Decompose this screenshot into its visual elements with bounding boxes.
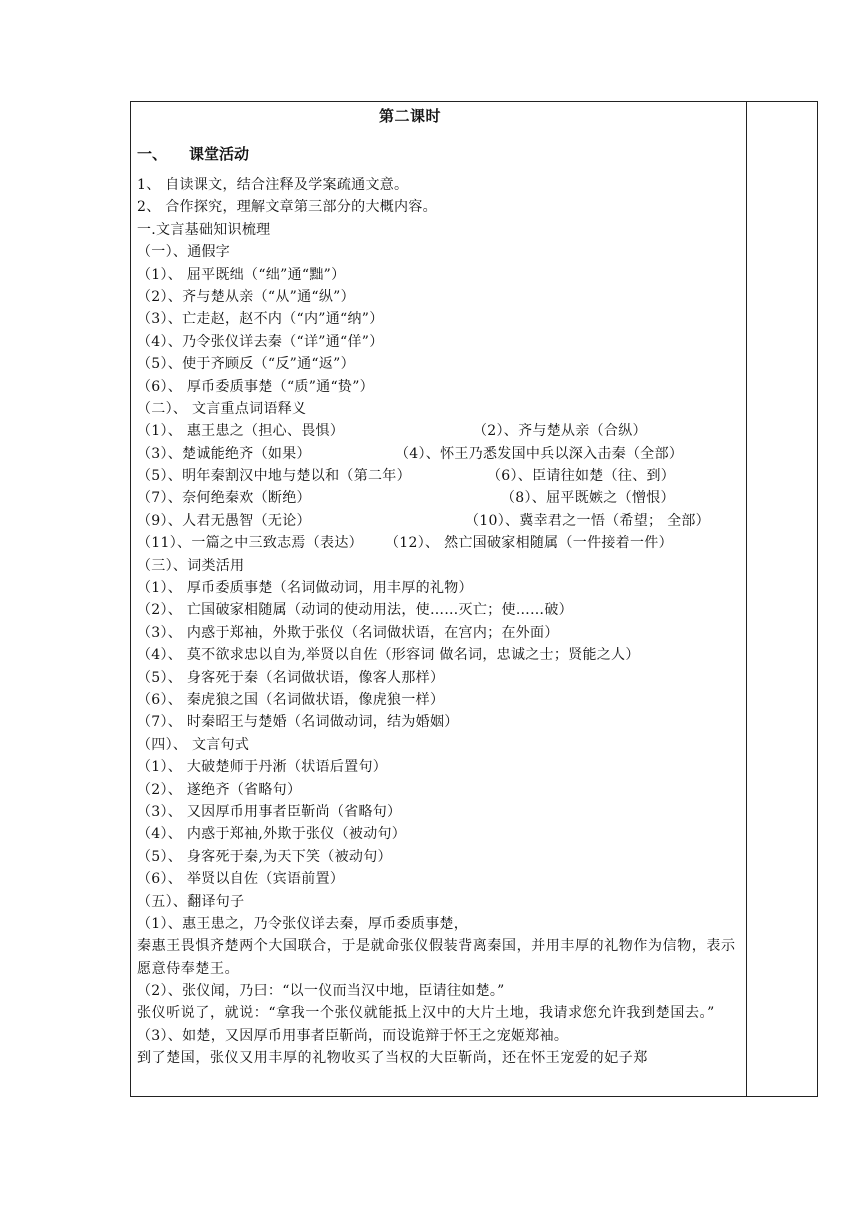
jushi-item: （4）、 内惑于郑袖,外欺于张仪（被动句） bbox=[137, 826, 407, 843]
fanyi-heading: （五）、翻译句子 bbox=[137, 893, 245, 910]
tongjiazi-item: （6）、 厚币委质事楚（“质”通“贽”） bbox=[137, 378, 374, 395]
intro-line: 一.文言基础知识梳理 bbox=[137, 221, 271, 238]
jushi-heading: （四）、 文言句式 bbox=[137, 736, 250, 753]
tongjiazi-item: （3）、亡走赵，赵不内（“内”通“纳”） bbox=[137, 311, 384, 328]
fanyi-source: （1）、惠王患之，乃令张仪详去秦，厚币委质事楚， bbox=[137, 915, 469, 932]
ciyu-item: （11）、一篇之中三致志焉（表达） bbox=[137, 535, 363, 552]
jushi-item: （5）、 身客死于秦,为天下笑（被动句） bbox=[137, 848, 392, 865]
fanyi-source: （3）、如楚，又因厚币用事者臣靳尚，而设诡辩于怀王之宠姬郑袖。 bbox=[137, 1027, 569, 1044]
ciyu-item: （4）、怀王乃悉发国中兵以深入击秦（全部） bbox=[395, 445, 684, 462]
ciyu-item: （2）、齐与楚从亲（合纵） bbox=[473, 423, 647, 440]
jushi-item: （6）、 举贤以自佐（宾语前置） bbox=[137, 871, 345, 888]
tongjiazi-heading: （一）、通假字 bbox=[137, 244, 231, 261]
fanyi-translation: 到了楚国，张仪又用丰厚的礼物收买了当权的大臣靳尚，还在怀王宠爱的妃子郑 bbox=[137, 1050, 648, 1067]
cilei-item: （3）、 内惑于郑袖，外欺于张仪（名词做状语，在宫内；在外面） bbox=[137, 624, 559, 641]
ciyu-item: （3）、楚诚能绝齐（如果） bbox=[137, 445, 311, 462]
ciyu-row bbox=[137, 510, 743, 532]
fanyi-translation: 秦惠王畏惧齐楚两个大国联合，于是就命张仪假装背离秦国，并用丰厚的礼物作为信物，表示愿意侍奉楚王。 bbox=[137, 938, 736, 977]
ciyu-item: （12）、 然亡国破家相随属（一件接着一件） bbox=[385, 535, 673, 552]
tongjiazi-item: （4）、乃令张仪详去秦（“详”通“佯”） bbox=[137, 333, 384, 350]
tongjiazi-item: （2）、齐与楚从亲（“从”通“纵”） bbox=[137, 288, 355, 305]
ciyu-row bbox=[137, 443, 743, 465]
tongjiazi-item: （5）、使于齐顾反（“反”通“返”） bbox=[137, 356, 355, 373]
ciyu-row bbox=[137, 465, 743, 487]
cilei-item: （7）、 时秦昭王与楚婚（名词做动词，结为婚姻） bbox=[137, 714, 459, 731]
jushi-item: （2）、 遂绝齐（省略句） bbox=[137, 781, 302, 798]
ciyu-item: （7）、奈何绝秦欢（断绝） bbox=[137, 490, 311, 507]
fanyi-source: （2）、张仪闻，乃曰：“以一仪而当汉中地，臣请往如楚。” bbox=[137, 983, 505, 1000]
ciyu-item: （8）、屈平既嫉之（憎恨） bbox=[501, 490, 675, 507]
lesson-content bbox=[137, 105, 743, 1095]
section-number: 一、 bbox=[137, 145, 168, 163]
cilei-heading: （三）、词类活用 bbox=[137, 557, 245, 574]
cilei-item: （1）、 厚币委质事楚（名词做动词，用丰厚的礼物） bbox=[137, 580, 473, 597]
jushi-item: （1）、 大破楚师于丹淅（状语后置句） bbox=[137, 759, 388, 776]
table-column-divider bbox=[746, 101, 747, 1097]
jushi-item: （3）、 又因厚币用事者臣靳尚（省略句） bbox=[137, 803, 402, 820]
cilei-item: （2）、 亡国破家相随属（动词的使动用法，使……灭亡；使……破） bbox=[137, 602, 573, 619]
ciyu-row bbox=[137, 532, 743, 554]
ciyu-row bbox=[137, 420, 743, 442]
tongjiazi-item: （1）、 屈平既绌（“绌”通“黜”） bbox=[137, 266, 346, 283]
cilei-item: （5）、 身客死于秦（名词做状语，像客人那样） bbox=[137, 669, 445, 686]
intro-line: 1、 自读课文，结合注释及学案疏通文意。 bbox=[137, 177, 409, 193]
ciyu-item: （10）、冀幸君之一悟（希望； 全部） bbox=[465, 512, 710, 529]
cilei-item: （4）、 莫不欲求忠以自为,举贤以自佐（形容词 做名词，忠诚之士；贤能之人） bbox=[137, 647, 640, 664]
ciyu-row bbox=[137, 487, 743, 509]
ciyu-item: （6）、臣请往如楚（往、到） bbox=[487, 468, 676, 485]
fanyi-translation: 张仪听说了，就说：“拿我一个张仪就能抵上汉中的大片土地，我请求您允许我到楚国去。” bbox=[137, 1005, 715, 1022]
page-title: 第二课时 bbox=[378, 107, 441, 125]
ciyu-item: （9）、人君无愚智（无论） bbox=[137, 512, 311, 529]
section-heading bbox=[137, 143, 743, 165]
intro-line: 2、 合作探究，理解文章第三部分的大概内容。 bbox=[137, 199, 437, 216]
ciyu-heading: （二）、 文言重点词语释义 bbox=[137, 400, 307, 417]
cilei-item: （6）、 秦虎狼之国（名词做状语，像虎狼一样） bbox=[137, 691, 445, 708]
section-label: 课堂活动 bbox=[189, 145, 250, 163]
ciyu-item: （1）、 惠王患之（担心、畏惧） bbox=[137, 423, 345, 440]
ciyu-item: （5）、明年秦割汉中地与楚以和（第二年） bbox=[137, 468, 411, 485]
